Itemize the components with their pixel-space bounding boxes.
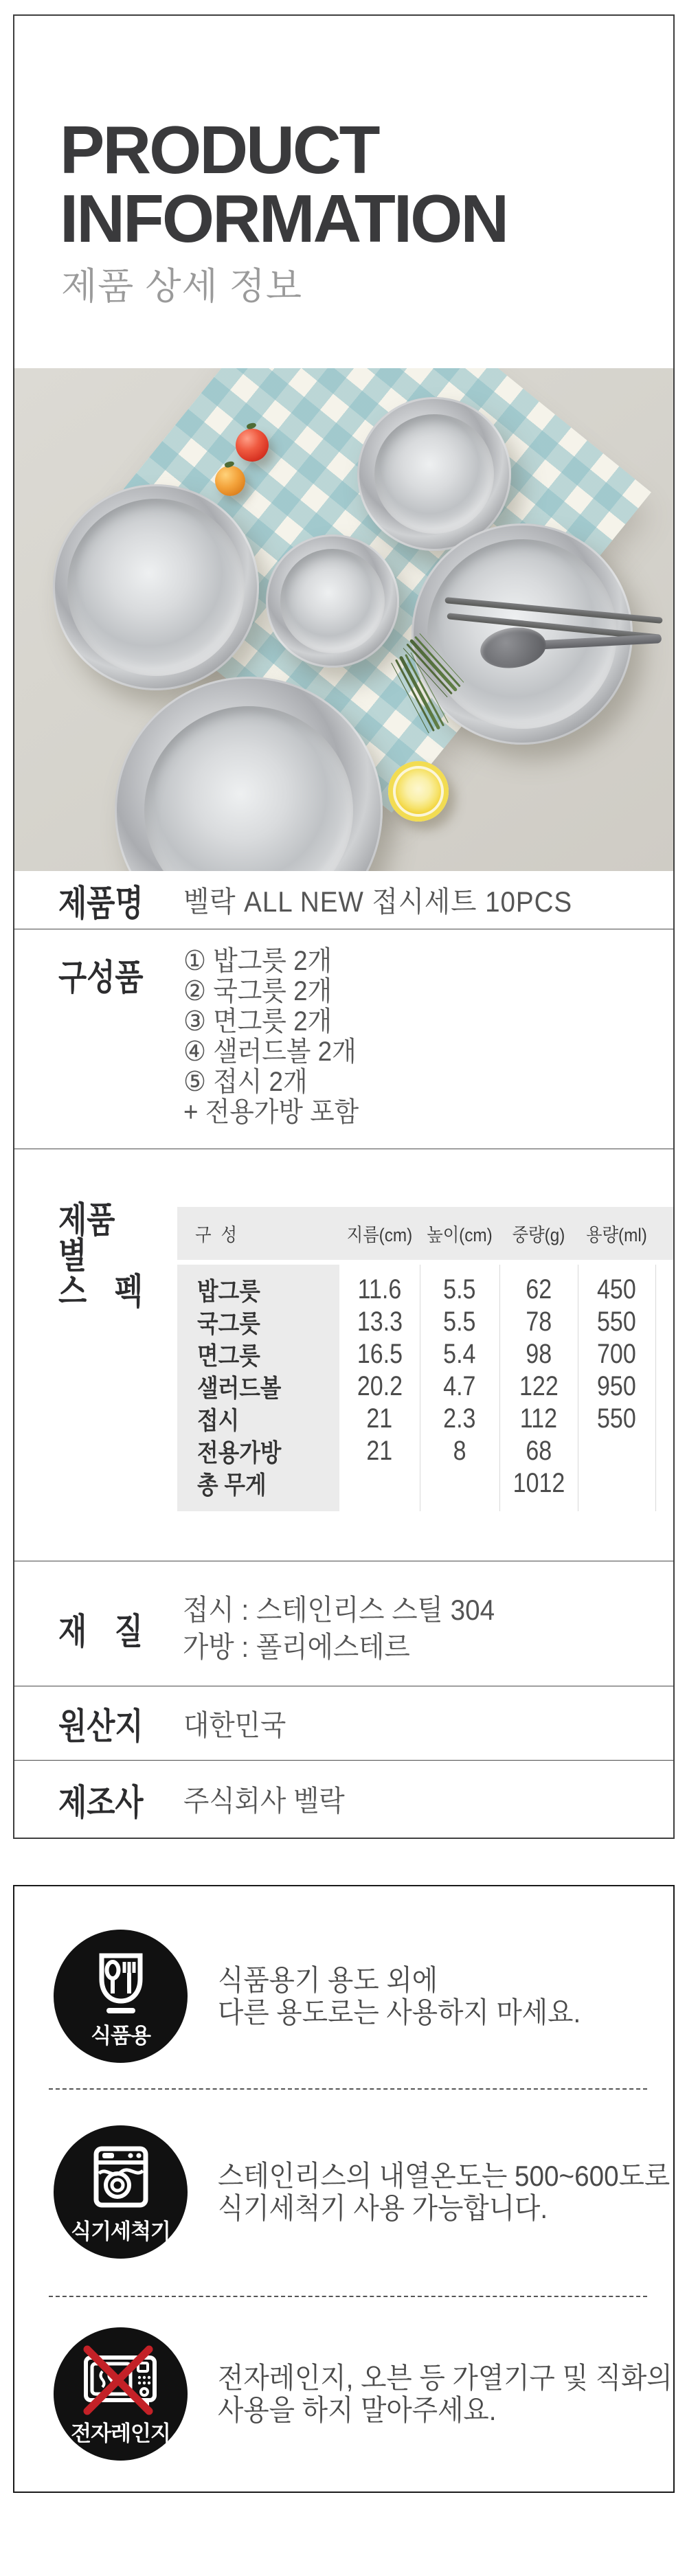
notice-text: 식품용기 용도 외에 다른 용도로는 사용하지 마세요. — [218, 1964, 581, 2029]
spec-table-body — [177, 1265, 673, 1511]
bowl-small-center — [266, 534, 399, 668]
page-title-line2: INFORMATION — [60, 181, 508, 256]
table-row: 국그릇 13.3 5.5 78 550 — [197, 1307, 636, 1337]
table-row: 샐러드볼 20.2 4.7 122 950 — [197, 1371, 636, 1402]
page-title — [60, 112, 673, 256]
spec-label-line1: 제품별 — [58, 1201, 115, 1276]
notice-text: 스테인리스의 내열온도는 500~600도로 식기세척기 사용 가능합니다. — [218, 2160, 671, 2224]
components-label: 구성품 — [58, 958, 144, 998]
components-row — [14, 929, 673, 1149]
spec-table-header — [177, 1207, 673, 1260]
product-name-row — [14, 871, 673, 929]
tomato-red — [236, 429, 269, 462]
col-header: 용량(ml) — [586, 1225, 647, 1245]
tomato-orange — [215, 466, 245, 496]
list-item: ① 밥그릇 2개 — [183, 946, 332, 976]
product-info-box — [13, 14, 675, 1839]
usage-notice-box — [13, 1885, 675, 2493]
product-name-label: 제품명 — [58, 883, 144, 924]
list-item: + 전용가방 포함 — [183, 1097, 359, 1127]
origin-row — [14, 1686, 673, 1761]
material-label: 재 질 — [58, 1612, 143, 1652]
table-row: 전용가방 21 8 68 — [197, 1436, 552, 1467]
dashed-divider — [49, 2088, 647, 2090]
dishwasher-icon — [54, 2125, 188, 2259]
spec-row — [14, 1149, 673, 1561]
plate-left — [53, 484, 259, 690]
list-item: ③ 면그릇 2개 — [183, 1006, 332, 1037]
table-row: 밥그릇 11.6 5.5 62 450 — [197, 1274, 636, 1305]
origin-label: 원산지 — [58, 1707, 144, 1747]
bowl-bottom-well — [144, 706, 353, 871]
notice-dishwasher — [14, 2088, 673, 2296]
col-header: 중량(g) — [512, 1225, 565, 1245]
notice-badge: 식품용 — [91, 2024, 150, 2048]
notice-badge: 식기세척기 — [71, 2219, 170, 2244]
col-header: 구 성 — [195, 1225, 240, 1245]
bowl-top-well — [374, 414, 495, 534]
spec-label-line2: 스 펙 — [58, 1272, 143, 1312]
page-title-line1: PRODUCT — [60, 112, 379, 188]
notice-text: 전자레인지, 오븐 등 가열기구 및 직화의 사용을 하지 말아주세요. — [218, 2361, 673, 2426]
maker-label: 제조사 — [58, 1783, 144, 1823]
bowl-top — [357, 397, 511, 551]
table-row: 면그릇 16.5 5.4 98 700 — [197, 1339, 636, 1370]
notice-food-safe — [14, 1886, 673, 2088]
list-item: ② 국그릇 2개 — [183, 976, 332, 1006]
col-header: 높이(cm) — [427, 1225, 493, 1245]
microwave-no-icon — [54, 2327, 188, 2461]
origin-value: 대한민국 — [183, 1708, 286, 1741]
list-item: ⑤ 접시 2개 — [183, 1067, 308, 1097]
lemon-half — [388, 761, 449, 822]
dashed-divider — [49, 2296, 647, 2297]
product-photo — [14, 368, 673, 871]
list-item: ④ 샐러드볼 2개 — [183, 1037, 357, 1067]
col-header: 지름(cm) — [346, 1225, 413, 1245]
plate-left-well — [67, 499, 245, 676]
header — [14, 16, 673, 368]
notice-no-microwave — [14, 2296, 673, 2492]
spec-label — [58, 1149, 161, 1310]
table-row: 총 무게 1012 — [197, 1468, 565, 1499]
material-row — [14, 1561, 673, 1686]
notice-badge: 전자레인지 — [71, 2421, 170, 2445]
components-list — [162, 929, 374, 1127]
bowl-small-well — [280, 549, 384, 653]
maker-value: 주식회사 벨락 — [183, 1785, 345, 1817]
material-values: 접시 : 스테인리스 스틸 304 가방 : 폴리에스테르 — [183, 1593, 495, 1663]
food-safe-icon — [54, 1930, 188, 2063]
spec-table — [177, 1207, 673, 1511]
page-subtitle: 제품 상세 정보 — [61, 266, 302, 307]
maker-row — [14, 1761, 673, 1838]
table-row: 접시 21 2.3 112 550 — [197, 1403, 636, 1434]
product-name-value: 벨락 ALL NEW 접시세트 10PCS — [183, 885, 572, 918]
